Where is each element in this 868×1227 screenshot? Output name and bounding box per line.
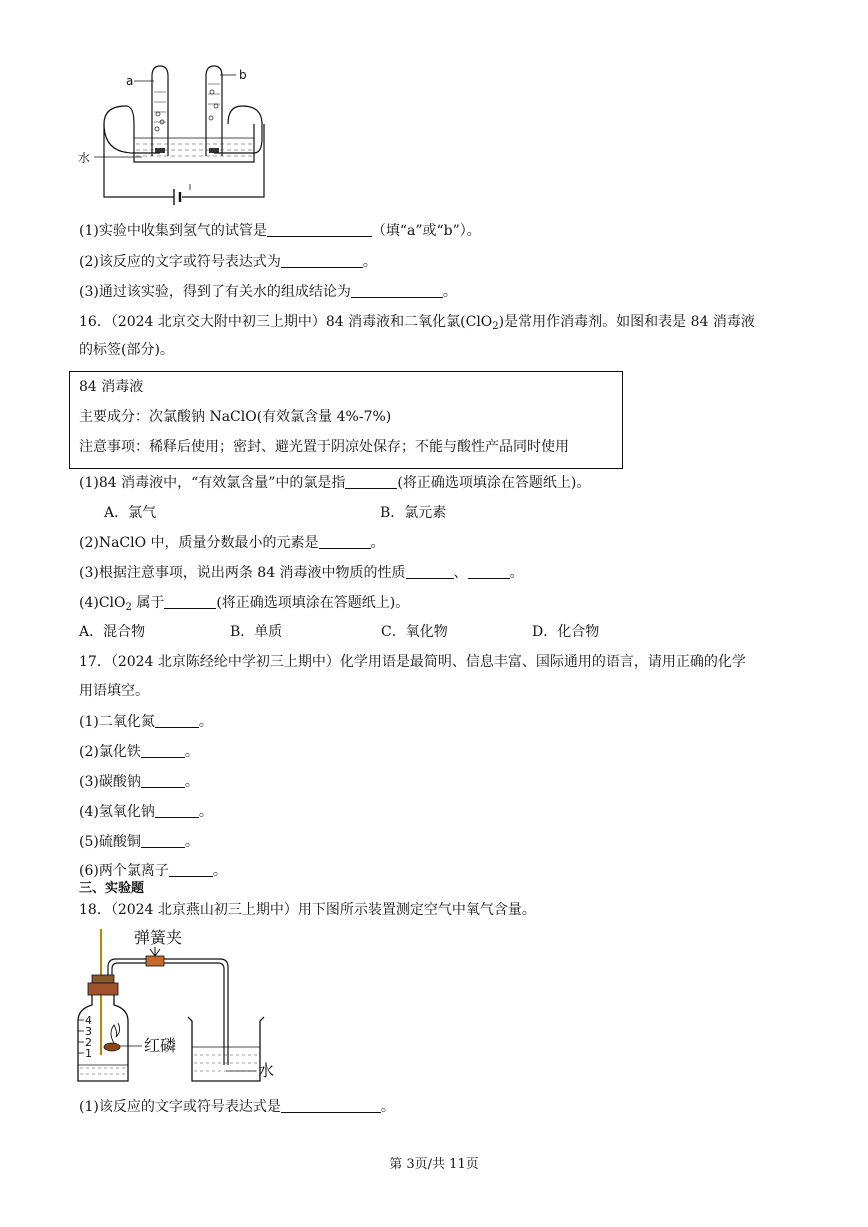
q16-part2: (2)NaClO 中，质量分数最小的元素是 。: [79, 535, 385, 551]
q17-item: (5)硫酸铜 。: [79, 834, 199, 850]
answer-blank[interactable]: [281, 253, 363, 268]
label-b: b: [239, 68, 247, 82]
q16-stem: 16．（2024 北京交大附中初三上期中）84 消毒液和二氧化氯(ClO$_2$)是常用作消毒剂。如图和表是 84 消毒液: [79, 314, 755, 332]
answer-blank[interactable]: [141, 773, 185, 788]
q16-p4-option-b[interactable]: B．单质: [230, 624, 283, 640]
q17-item: (1)二氧化氮 。: [79, 714, 213, 730]
answer-blank[interactable]: [164, 594, 216, 609]
answer-blank[interactable]: [406, 564, 454, 579]
scale-mark: 1: [85, 1047, 92, 1060]
answer-blank[interactable]: [281, 1098, 381, 1113]
q17-item: (3)碳酸钠 。: [79, 774, 199, 790]
q18-stem: 18．（2024 北京燕山初三上期中）用下图所示装置测定空气中氧气含量。: [79, 902, 536, 918]
q16-p1-option-a[interactable]: A．氯气: [104, 505, 157, 521]
q15-part1: (1)实验中收集到氢气的试管是 （填“a”或“b”）。: [79, 223, 481, 239]
water-label: 水: [258, 1061, 275, 1080]
q16-stem-line2: 的标签(部分)。: [79, 342, 174, 358]
q16-part3: (3)根据注意事项，说出两条 84 消毒液中物质的性质 、 。: [79, 565, 524, 581]
label-ingredients: 主要成分：次氯酸钠 NaClO(有效氯含量 4%-7%): [79, 409, 392, 425]
label-water: 水: [78, 151, 91, 165]
scale-mark: 3: [85, 1025, 92, 1038]
q18-part1: (1)该反应的文字或符号表达式是 。: [79, 1099, 395, 1115]
q16-p4-option-c[interactable]: C．氧化物: [381, 624, 448, 640]
answer-blank[interactable]: [141, 833, 185, 848]
label-title: 84 消毒液: [79, 379, 144, 395]
q15-part3: (3)通过该实验，得到了有关水的组成结论为 。: [79, 284, 457, 300]
q17-item: (4)氢氧化钠 。: [79, 804, 213, 820]
q17-item: (2)氯化铁 。: [79, 744, 199, 760]
q17-item: (6)两个氯离子 。: [79, 863, 227, 879]
q16-part1: (1)84 消毒液中，“有效氯含量”中的氯是指 (将正确选项填涂在答题纸上)。: [79, 475, 591, 491]
answer-blank[interactable]: [351, 283, 443, 298]
q15-part2: (2)该反应的文字或符号表达式为 。: [79, 254, 377, 270]
q17-stem: 17．（2024 北京陈经纶中学初三上期中）化学用语是最简明、信息丰富、国际通用的语言，请用正确的化学: [79, 654, 746, 670]
q17-stem-line2: 用语填空。: [79, 683, 149, 699]
answer-blank[interactable]: [141, 743, 185, 758]
answer-blank[interactable]: [267, 222, 372, 237]
answer-blank[interactable]: [319, 534, 371, 549]
label-notes: 注意事项：稀释后使用；密封、避光置于阴凉处保存；不能与酸性产品同时使用: [79, 439, 569, 455]
answer-blank[interactable]: [155, 803, 199, 818]
page-number: 第 3页/共 11页: [389, 1157, 479, 1172]
q16-p4-option-d[interactable]: D．化合物: [532, 624, 600, 640]
q16-p1-option-b[interactable]: B．氯元素: [380, 505, 447, 521]
answer-blank[interactable]: [169, 862, 213, 877]
q16-part4: (4)ClO$_2$ 属于 (将正确选项填涂在答题纸上)。: [79, 595, 410, 613]
answer-blank[interactable]: [155, 713, 199, 728]
disinfectant-label-box: [69, 371, 623, 469]
answer-blank[interactable]: [345, 474, 397, 489]
q16-p4-option-a[interactable]: A．混合物: [79, 624, 146, 640]
section-title: 三、实验题: [79, 881, 145, 896]
scale-mark: 2: [85, 1036, 92, 1049]
oxygen-content-apparatus: [70, 925, 290, 1085]
answer-blank[interactable]: [468, 564, 510, 579]
clamp-label: 弹簧夹: [134, 928, 183, 947]
scale-mark: 4: [85, 1014, 92, 1027]
electrolysis-figure: [70, 62, 280, 212]
phosphorus-label: 红磷: [144, 1036, 177, 1055]
label-a: a: [126, 74, 134, 88]
